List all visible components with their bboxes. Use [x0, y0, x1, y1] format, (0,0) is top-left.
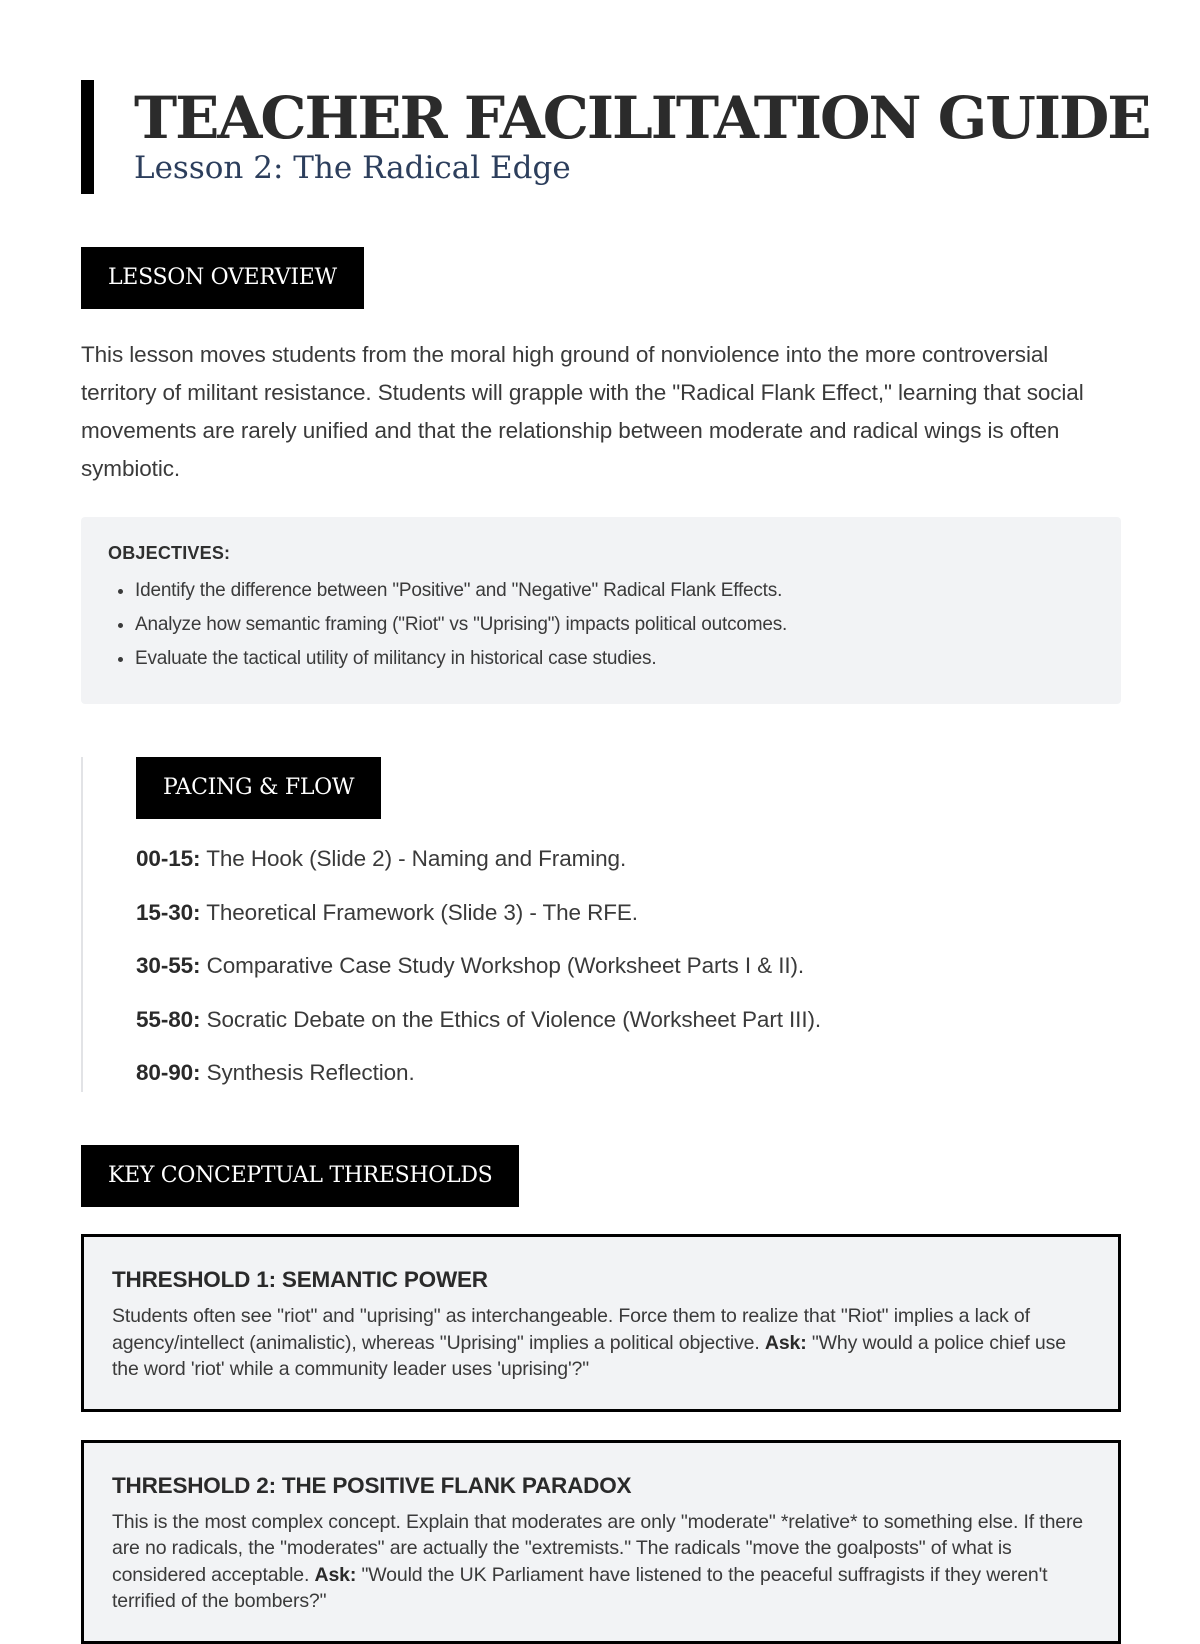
objective-item: • Evaluate the tactical utility of militancy in historical case studies.: [135, 642, 1094, 676]
pacing-item: [136, 1057, 1121, 1089]
thresholds-section: [81, 1145, 1121, 1644]
pacing-text: Theoretical Framework (Slide 3) - The RFE.: [206, 899, 638, 925]
pacing-text: The Hook (Slide 2) - Naming and Framing.: [206, 846, 627, 871]
pacing-item: [136, 897, 1121, 929]
threshold-card: [81, 1440, 1121, 1644]
threshold-title: THRESHOLD 1: SEMANTIC POWER: [112, 1267, 488, 1292]
objective-item: • Identify the difference between "Positive" and "Negative" Radical Flank Effects.: [135, 574, 1094, 608]
pacing-item: [136, 843, 1121, 875]
threshold-ask-label: Ask:: [764, 1331, 807, 1354]
pacing-time: 80-90:: [136, 1060, 201, 1085]
pacing-section: [81, 757, 1121, 1092]
pacing-time: 15-30:: [136, 899, 201, 925]
guide-page: [81, 80, 1150, 1644]
objectives-title: OBJECTIVES:: [108, 543, 231, 563]
pacing-text: Comparative Case Study Workshop (Worksheet Parts I & II).: [206, 953, 805, 978]
pacing-item: [136, 1004, 1121, 1036]
threshold-body: [112, 1509, 1090, 1615]
pacing-time: 55-80:: [136, 1006, 201, 1032]
threshold-text: Students often see "riot" and "uprising" as interchangeable. Force them to realize that "Riot" implies a lack of agency/intellect (animalistic), whereas "Uprising" implies a political objective.: [112, 1305, 1030, 1354]
document-title: TEACHER FACILITATION GUIDE: [134, 84, 1150, 152]
overview-paragraph: This lesson moves students from the moral high ground of nonviolence into the more controversial territory of militant resistance. Students will grapple with the "Radical Flank Effect," learning that social movements are rarely unified and that the relationship between moderate and radical wings is often symbiotic.: [81, 342, 1084, 481]
pacing-time: 30-55:: [136, 953, 201, 978]
document-subtitle: Lesson 2: The Radical Edge: [134, 150, 571, 186]
pacing-heading: PACING & FLOW: [136, 757, 381, 819]
pacing-time: 00-15:: [136, 846, 201, 871]
objectives-list: [108, 574, 1094, 676]
threshold-text: This is the most complex concept. Explain that moderates are only "moderate" *relative* to something else. If there are no radicals, the "moderates" are actually the "extremists." The radicals "move the goalposts" of what is considered acceptable.: [112, 1510, 1083, 1586]
threshold-ask-label: Ask:: [314, 1563, 357, 1586]
pacing-list: [136, 843, 1121, 1089]
thresholds-heading: KEY CONCEPTUAL THRESHOLDS: [81, 1145, 519, 1207]
document-header: [81, 80, 1150, 194]
threshold-title: THRESHOLD 2: THE POSITIVE FLANK PARADOX: [112, 1472, 632, 1498]
threshold-ask: "Why would a police chief use the word 'riot' while a community leader uses 'uprising'?": [112, 1331, 1066, 1380]
lesson-overview-section: [81, 247, 1121, 704]
pacing-text: Synthesis Reflection.: [206, 1060, 415, 1085]
lesson-overview-heading: LESSON OVERVIEW: [81, 247, 364, 309]
pacing-text: Socratic Debate on the Ethics of Violence (Worksheet Part III).: [206, 1006, 822, 1032]
threshold-card: [81, 1234, 1121, 1412]
objective-item: • Analyze how semantic framing ("Riot" vs "Uprising") impacts political outcomes.: [135, 608, 1094, 642]
threshold-ask: "Would the UK Parliament have listened to the peaceful suffragists if they weren't terrified of the bombers?": [112, 1563, 1048, 1612]
threshold-body: [112, 1303, 1090, 1383]
objectives-box: [81, 517, 1121, 704]
pacing-item: [136, 950, 1121, 982]
